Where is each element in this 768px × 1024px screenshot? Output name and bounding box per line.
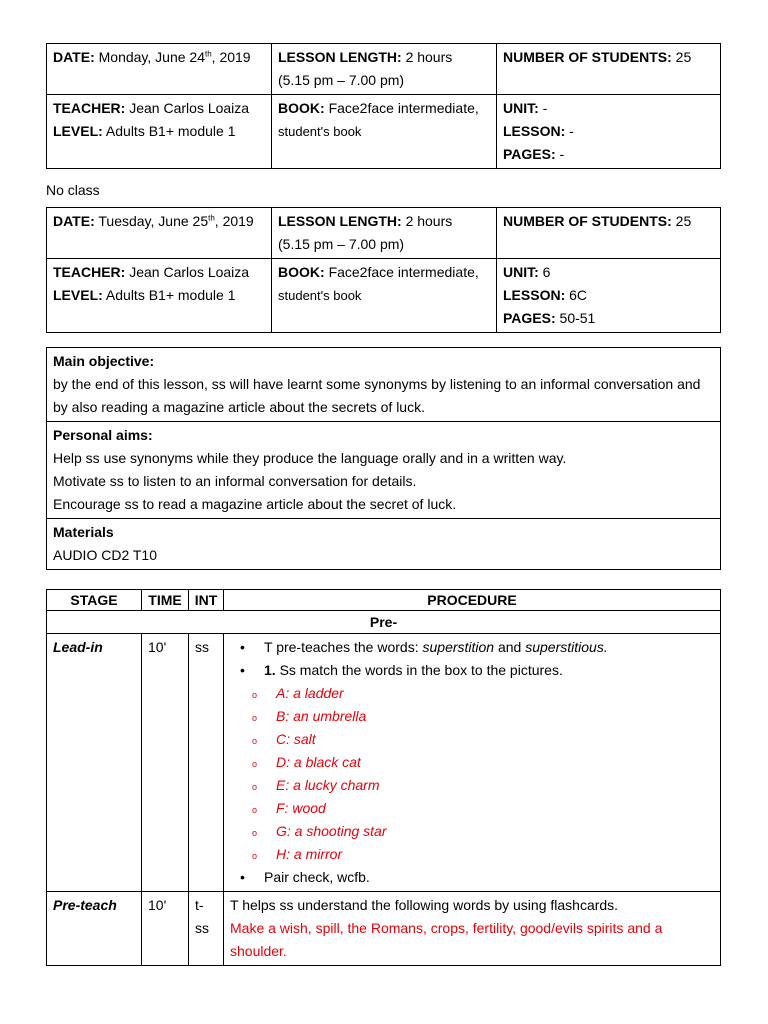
answer-item: o A: a ladder: [276, 682, 714, 705]
level-value: Adults B1+ module 1: [105, 123, 236, 139]
procedure-table: [46, 589, 721, 966]
list-item: [264, 636, 714, 659]
time-header: TIME: [142, 590, 189, 611]
int-header: INT: [189, 590, 224, 611]
unit-cell: [497, 95, 721, 169]
length-time: (5.15 pm – 7.00 pm): [278, 236, 405, 252]
students-label: NUMBER OF STUDENTS:: [503, 213, 672, 229]
pages-value: 50-51: [559, 310, 596, 326]
answer-item: o H: a mirror: [276, 843, 714, 866]
length-time: (5.15 pm – 7.00 pm): [278, 72, 405, 88]
book-cell: [272, 95, 497, 169]
int-cell: t-ss: [189, 892, 224, 966]
book-label: BOOK:: [278, 264, 325, 280]
personal-aims-cell: [47, 422, 721, 519]
vocab-list: Make a wish, spill, the Romans, crops, fertility, good/evils spirits and a shoulder.: [230, 920, 663, 959]
answer-item: o D: a black cat: [276, 751, 714, 774]
procedure-text: T helps ss understand the following words by using flashcards.: [230, 897, 619, 913]
date-year: , 2019: [211, 49, 251, 65]
list-item: [264, 866, 714, 889]
stage-cell: Pre-teach: [47, 892, 142, 966]
lesson-info-table-monday: [46, 43, 721, 169]
book-label: BOOK:: [278, 100, 325, 116]
exercise-number: 1.: [264, 662, 276, 678]
date-value: Tuesday, June 25: [98, 213, 209, 229]
main-objective-label: Main objective:: [53, 353, 155, 369]
unit-value: -: [542, 100, 548, 116]
teacher-label: TEACHER:: [53, 264, 126, 280]
date-cell: [47, 208, 272, 259]
date-cell: [47, 44, 272, 95]
students-label: NUMBER OF STUDENTS:: [503, 49, 672, 65]
aim-item: Motivate ss to listen to an informal conversation for details.: [53, 473, 417, 489]
students-cell: [497, 208, 721, 259]
date-year: , 2019: [214, 213, 254, 229]
students-value: 25: [675, 49, 692, 65]
date-label: DATE:: [53, 213, 95, 229]
length-value: 2 hours: [405, 49, 453, 65]
unit-label: UNIT:: [503, 264, 539, 280]
time-cell: 10': [142, 634, 189, 892]
length-label: LESSON LENGTH:: [278, 49, 402, 65]
pre-stage-label: Pre-: [47, 611, 721, 634]
unit-cell: [497, 259, 721, 333]
length-cell: [272, 44, 497, 95]
time-cell: 10': [142, 892, 189, 966]
vocab-word: superstition: [422, 639, 495, 655]
teacher-value: Jean Carlos Loaiza: [129, 100, 250, 116]
lesson-value: 6C: [569, 287, 588, 303]
list-item: [264, 659, 714, 866]
aim-item: Help ss use synonyms while they produce the language orally and in a written way.: [53, 450, 567, 466]
stage-header: STAGE: [47, 590, 142, 611]
length-cell: [272, 208, 497, 259]
lesson-info-table-tuesday: [46, 207, 721, 333]
length-value: 2 hours: [405, 213, 453, 229]
main-objective-cell: [47, 348, 721, 422]
procedure-cell: [224, 634, 721, 892]
date-value: Monday, June 24: [98, 49, 205, 65]
materials-text: AUDIO CD2 T10: [53, 547, 157, 563]
teacher-cell: [47, 259, 272, 333]
answer-item: o C: salt: [276, 728, 714, 751]
answer-item: o E: a lucky charm: [276, 774, 714, 797]
table-row: [47, 634, 721, 892]
teacher-cell: [47, 95, 272, 169]
book-line2: student's book: [278, 124, 362, 139]
main-objective-text: by the end of this lesson, ss will have learnt some synonyms by listening to an informal conversation and by also reading a magazine article about the secrets of luck.: [53, 376, 701, 415]
table-row: [47, 892, 721, 966]
answer-item: o G: a shooting star: [276, 820, 714, 843]
unit-value: 6: [542, 264, 551, 280]
materials-label: Materials: [53, 524, 114, 540]
answer-list: [230, 682, 714, 866]
length-label: LESSON LENGTH:: [278, 213, 402, 229]
level-label: LEVEL:: [53, 123, 103, 139]
date-suffix: th: [205, 49, 212, 59]
bullet-text: T pre-teaches the words:: [264, 639, 419, 655]
aim-item: Encourage ss to read a magazine article about the secret of luck.: [53, 496, 457, 512]
personal-aims-label: Personal aims:: [53, 427, 153, 443]
level-label: LEVEL:: [53, 287, 103, 303]
pages-label: PAGES:: [503, 146, 556, 162]
procedure-list: [230, 636, 714, 889]
teacher-label: TEACHER:: [53, 100, 126, 116]
pages-value: -: [559, 146, 565, 162]
students-value: 25: [675, 213, 692, 229]
date-label: DATE:: [53, 49, 95, 65]
procedure-header: PROCEDURE: [224, 590, 721, 611]
vocab-word: superstitious.: [525, 639, 608, 655]
level-value: Adults B1+ module 1: [105, 287, 236, 303]
book-value: Face2face intermediate,: [328, 264, 479, 280]
teacher-value: Jean Carlos Loaiza: [129, 264, 250, 280]
book-cell: [272, 259, 497, 333]
objectives-table: [46, 347, 721, 570]
lesson-label: LESSON:: [503, 287, 566, 303]
book-value: Face2face intermediate,: [328, 100, 479, 116]
date-suffix: th: [208, 213, 215, 223]
pages-label: PAGES:: [503, 310, 556, 326]
bullet-text: Pair check, wcfb.: [264, 869, 370, 885]
book-line2: student's book: [278, 288, 362, 303]
bullet-text: and: [497, 639, 522, 655]
materials-cell: [47, 519, 721, 570]
students-cell: [497, 44, 721, 95]
lesson-value: -: [569, 123, 574, 139]
int-cell: ss: [189, 634, 224, 892]
answer-item: o F: wood: [276, 797, 714, 820]
procedure-cell: [224, 892, 721, 966]
answer-item: o B: an umbrella: [276, 705, 714, 728]
no-class-note: No class: [46, 182, 100, 198]
stage-cell: Lead-in: [47, 634, 142, 892]
unit-label: UNIT:: [503, 100, 539, 116]
bullet-text: Ss match the words in the box to the pictures.: [279, 662, 563, 678]
lesson-label: LESSON:: [503, 123, 566, 139]
